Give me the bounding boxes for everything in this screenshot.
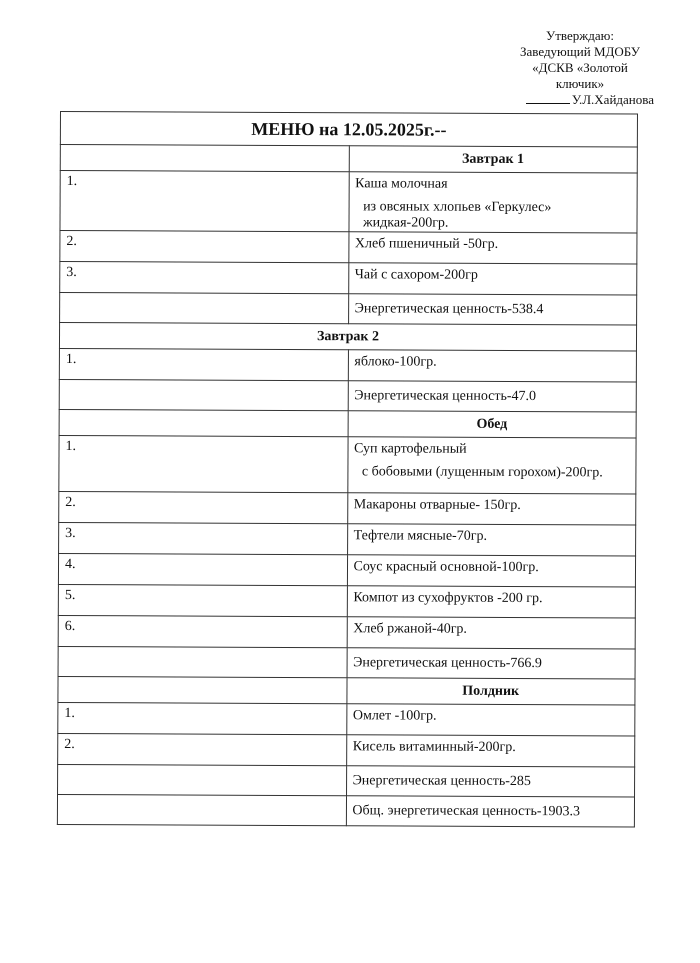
energy-row: [59, 379, 636, 412]
item-number: 1.: [58, 702, 347, 734]
table-row: [59, 491, 636, 525]
empty-cell: [58, 764, 347, 795]
empty-cell: [59, 379, 348, 410]
table-row: [58, 553, 635, 587]
empty-cell: [59, 409, 348, 436]
empty-cell: [57, 794, 346, 825]
table-row: [59, 522, 636, 556]
menu-title-row: [60, 112, 637, 148]
item-number: 2.: [59, 491, 348, 523]
energy-row: [60, 293, 637, 326]
signature-line: [496, 92, 664, 108]
dish-name: Тефтели мясные-70гр.: [347, 524, 636, 556]
dish-name-cont: с бобовыми (лущенным горохом)-200гр.: [361, 464, 603, 481]
dish-cell: [347, 437, 636, 494]
approval-line: Заведующий МДОБУ: [520, 44, 640, 59]
item-number: 1.: [59, 435, 348, 492]
dish-name: Макароны отварные- 150гр.: [347, 493, 636, 525]
dish-name: Компот из сухофруктов -200 гр.: [347, 586, 636, 618]
dish-name: Кисель витаминный-200гр.: [346, 735, 635, 767]
energy-value: Энергетическая ценность-285: [346, 766, 635, 797]
table-row: [58, 702, 635, 736]
section-header-snack: [58, 676, 635, 705]
dish-name: Омлет -100гр.: [346, 704, 635, 736]
item-number: 3.: [60, 262, 349, 294]
dish-name: Каша молочная: [355, 176, 448, 192]
energy-row: [58, 764, 635, 797]
table-row: [58, 733, 635, 767]
approval-line: ключик»: [555, 76, 605, 91]
table-row: [60, 262, 637, 296]
section-name: Обед: [348, 411, 637, 438]
total-energy-row: [57, 794, 634, 827]
table-row: [59, 348, 636, 382]
dish-name: Хлеб пшеничный -50гр.: [348, 232, 637, 264]
section-name: Завтрак 2: [59, 323, 636, 352]
section-header-breakfast1: [60, 145, 637, 174]
item-number: 2.: [60, 231, 349, 263]
menu-title: МЕНЮ на 12.05.2025г.--: [60, 112, 637, 148]
approval-line: Утверждаю:: [546, 28, 614, 43]
dish-name: Чай с сахором-200гр: [348, 263, 637, 295]
dish-name: Соус красный основной-100гр.: [347, 555, 636, 587]
approval-line: «ДСКВ «Золотой: [532, 60, 628, 75]
dish-name: яблоко-100гр.: [348, 350, 637, 382]
total-energy-value: Общ. энергетическая ценность-1903.3: [346, 796, 635, 827]
signature-name: У.Л.Хайданова: [571, 92, 654, 107]
section-header-lunch: [59, 409, 636, 438]
item-number: 1.: [60, 171, 349, 232]
dish-name-cont: из овсяных хлопьев «Геркулес» жидкая-200гр.: [362, 199, 552, 231]
energy-value: Энергетическая ценность-766.9: [347, 648, 636, 679]
energy-row: [58, 646, 635, 679]
item-number: 4.: [58, 553, 347, 585]
dish-name: Суп картофельный: [353, 441, 467, 457]
signature-blank: [526, 93, 570, 104]
empty-cell: [58, 676, 347, 703]
energy-value: Энергетическая ценность-47.0: [348, 381, 637, 412]
item-number: 6.: [58, 615, 347, 647]
item-number: 3.: [59, 522, 348, 554]
section-name: Полдник: [346, 678, 635, 705]
table-row: [58, 615, 635, 649]
dish-cell: [348, 172, 637, 233]
item-number: 5.: [58, 584, 347, 616]
section-header-breakfast2: [59, 323, 636, 352]
empty-cell: [60, 293, 349, 324]
table-row: [60, 231, 637, 265]
section-name: Завтрак 1: [349, 146, 638, 173]
energy-value: Энергетическая ценность-538.4: [348, 294, 637, 325]
table-row: [60, 171, 637, 234]
table-row: [59, 435, 636, 494]
item-number: 2.: [58, 733, 347, 765]
table-row: [58, 584, 635, 618]
dish-name: Хлеб ржаной-40гр.: [347, 617, 636, 649]
menu-table: [57, 111, 638, 828]
item-number: 1.: [59, 348, 348, 380]
empty-cell: [60, 145, 349, 172]
empty-cell: [58, 646, 347, 677]
approval-block: [496, 28, 664, 108]
